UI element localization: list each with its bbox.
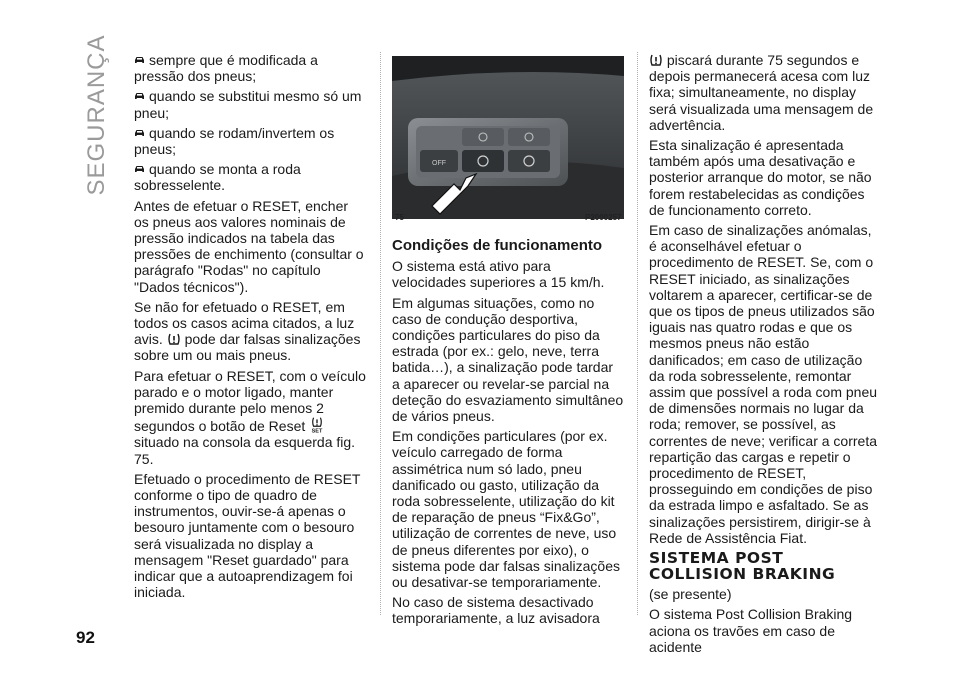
tpms-warning-icon <box>167 332 181 346</box>
paragraph: Efetuado o procedimento de RESET conforme o tipo de quadro de instrumentos, ouvir-se-á apenas o besouro juntamente com o besouro será visualizada no display a mensagem "Reset guardado" para indicar que a autoaprendizagem foi iniciada. <box>134 470 361 601</box>
section-heading: SISTEMA POST COLLISION BRAKING <box>649 549 836 584</box>
column-1 <box>134 52 366 605</box>
paragraph: Em algumas situações, como no caso de condução desportiva, condições particulares do piso da estrada (por ex.: gelo, neve, terra batida…), a sinalização pode tardar a aparecer ou revelar-se parcial na deteção do esvaziamento simultâneo de vários pneus. <box>392 294 624 425</box>
paragraph: O sistema está ativo para velocidades superiores a 15 km/h. <box>392 258 605 291</box>
page-number: 92 <box>76 628 95 647</box>
paragraph: Para efetuar o RESET, com o veículo parado e o motor ligado, manter premido durante pelo menos 2 segundos o botão de Reset SET situado na consola da esquerda fig. 75. <box>134 367 366 467</box>
section-title <box>82 34 112 196</box>
paragraph: Em condições particulares (por ex. veículo carregado de forma assimétrica num só lado, pneu danificado ou gasto, utilização da roda sobresselente, utilização do kit de reparação de pneus “Fix&Go”, utilização de correntes de neve, uso de pneus diferentes por eixo), o sistema pode dar falsas sinalizações ou desativar-se temporariamente. <box>392 428 621 591</box>
list-item: quando se rodam/invertem os pneus; <box>134 124 335 158</box>
section-heading: Condições de funcionamento <box>392 237 603 254</box>
paragraph: No caso de sistema desactivado temporariamente, a luz avisadora <box>392 594 600 627</box>
list-item: sempre que é modificada a pressão dos pneus; <box>134 52 318 85</box>
figure-75-photo <box>392 56 624 219</box>
list-item: quando se substitui mesmo só um pneu; <box>134 88 362 121</box>
section-title-text: SEGURANÇA <box>83 34 110 196</box>
paragraph: piscará durante 75 segundos e depois permanecerá acesa com luz fixa; simultaneamente, no display será visualizada uma mensagem de advertência. <box>649 52 874 133</box>
paragraph: Esta sinalização é apresentada também após uma desativação e posterior arranque do motor, se não forem restabelecidas as condições de funcionamento correto. <box>649 137 872 218</box>
reset-button-icon <box>309 416 325 433</box>
column-2 <box>392 238 624 631</box>
paragraph: O sistema Post Collision Braking aciona os travões em caso de acidente <box>649 606 853 655</box>
svg-text:OFF: OFF <box>432 160 446 167</box>
column-divider <box>637 52 638 615</box>
car-bullet-icon <box>134 91 145 100</box>
list-item: quando se monta a roda sobresselente. <box>134 161 301 194</box>
car-bullet-icon <box>134 55 145 64</box>
paragraph: (se presente) <box>649 586 732 603</box>
figure-number: 75 <box>395 213 404 222</box>
column-divider <box>380 52 381 615</box>
figure-code: P2000257 <box>585 213 622 222</box>
column-3 <box>649 52 881 659</box>
tpms-warning-icon <box>649 53 663 67</box>
svg-text:SET: SET <box>311 428 323 434</box>
car-bullet-icon <box>134 164 145 173</box>
paragraph: Em caso de sinalizações anómalas, é aconselhável efetuar o procedimento de RESET. Se, com o RESET iniciado, as sinalizações voltarem a aparecer, certificar-se de que os tipos de pneus utilizados são iguais nas quatro rodas e que os mesmos pneus não estão danificados; em caso de utilização da roda sobresselente, remontar assim que possível a roda com pneu de dimensões normais no lugar da roda; remover, se possível, as correntes de neve; verificar a correta repartição das cargas e repetir o procedimento de RESET, prosseguindo em condições de piso da estrada limpo e asfaltado. Se as sinalizações persistirem, dirigir-se à Rede de Assistência Fiat. <box>649 222 878 546</box>
car-bullet-icon <box>134 128 145 137</box>
paragraph: Se não for efetuado o RESET, em todos os casos acima citados, a luz avis. pode dar falsas sinalizações sobre um ou mais pneus. <box>134 298 361 364</box>
paragraph: Antes de efetuar o RESET, encher os pneus aos valores nominais de pressão indicados na tabela das pressões de enchimento (consultar o parágrafo "Rodas" no capítulo "Dados técnicos"). <box>134 197 364 295</box>
